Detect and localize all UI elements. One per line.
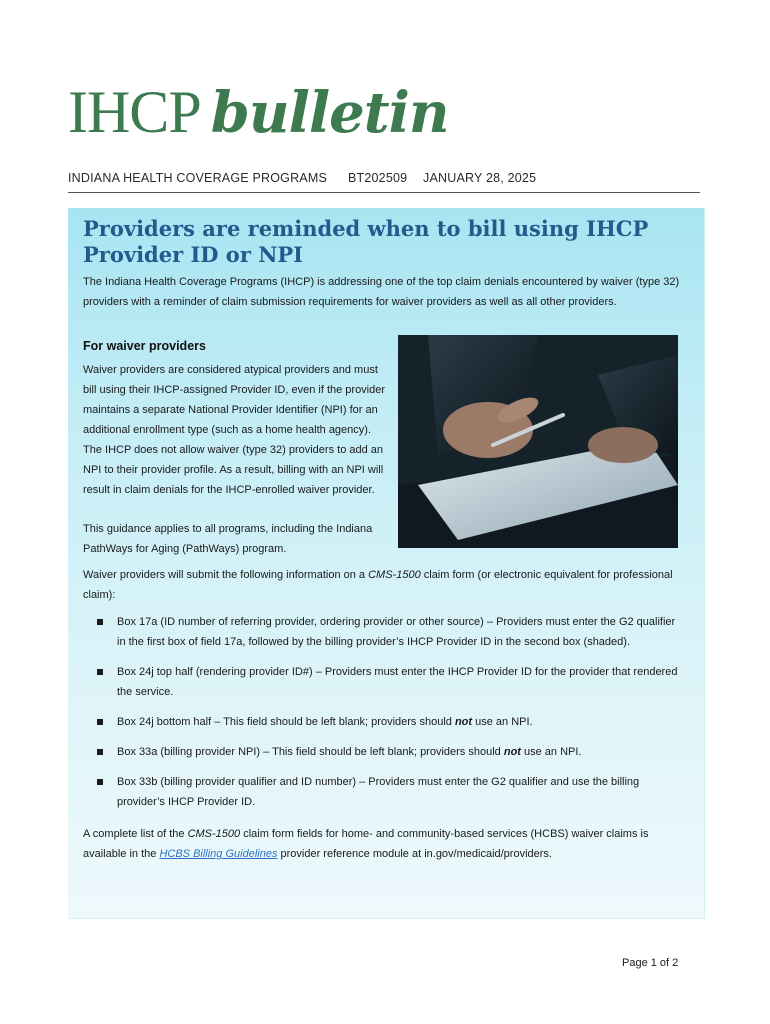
intro-paragraph: The Indiana Health Coverage Programs (IHCP) is addressing one of the top claim denials encountered by waiver (type 32) providers with a reminder of claim submission requirements for waiver providers as well as all other providers. (83, 276, 680, 308)
list-item (83, 612, 683, 652)
submission-intro (83, 565, 683, 605)
submission-intro-text-end: claim form (or electronic equivalent for professional claim): (83, 569, 673, 601)
list-item-text: Box 17a (ID number of referring provider, ordering provider or other source) – Providers must enter the G2 qualifier in the first box of field 17a, followed by the billing provider’s IHCP Provider ID in the second box (shaded). (117, 616, 676, 648)
emphasis-not: not (454, 716, 473, 728)
photo-illustration (398, 335, 678, 548)
form-name: CMS-1500 (368, 569, 421, 581)
meta-organization: INDIANA HEALTH COVERAGE PROGRAMS (68, 171, 327, 185)
page-number: Page 1 of 2 (622, 957, 679, 969)
photo-hands-signing-document (398, 335, 678, 548)
article-headline: Providers are reminded when to bill using IHCP Provider ID or NPI (83, 216, 649, 267)
hcbs-billing-guidelines-link[interactable]: HCBS Billing Guidelines (159, 848, 278, 860)
bullet-square-icon (97, 749, 103, 755)
form-name: CMS-1500 (187, 828, 241, 840)
list-item-text-end: use an NPI. (520, 746, 582, 758)
emphasis-not: not (503, 746, 521, 758)
submission-intro-text: Waiver providers will submit the following information on a (83, 569, 369, 581)
waiver-paragraph: Waiver providers are considered atypical providers and must bill using their IHCP-assigned Provider ID, even if the provider maintains a separate National Provider Identifier (NPI) for an additional enrollment type (such as a home health agency). The IHCP does not allow waiver (type 32) providers to add an NPI to their provider profile. As a result, billing with an NPI will result in claim denials for the IHCP-enrolled waiver provider. (83, 364, 386, 496)
masthead-logo (68, 78, 449, 147)
list-item (83, 742, 683, 762)
meta-date: JANUARY 28, 2025 (423, 171, 537, 185)
list-item-text: Box 33b (billing provider qualifier and ID number) – Providers must enter the G2 qualifier and use the billing provider’s IHCP Provider ID. (117, 776, 640, 808)
list-item (83, 712, 683, 732)
waiver-heading: For waiver providers (83, 339, 206, 353)
closing-text-mid: claim form fields for home- and community-based services (HCBS) waiver claims is available in the (83, 828, 649, 860)
bullet-square-icon (97, 669, 103, 675)
bullet-square-icon (97, 719, 103, 725)
guidance-paragraph: This guidance applies to all programs, including the Indiana PathWays for Aging (PathWays) program. (83, 523, 373, 555)
list-item-text: Box 24j top half (rendering provider ID#) – Providers must enter the IHCP Provider ID for the provider that rendered the service. (117, 666, 678, 698)
closing-paragraph (83, 824, 683, 864)
bulletin-meta (68, 171, 536, 185)
bullet-square-icon (97, 779, 103, 785)
list-item (83, 662, 683, 702)
closing-text-end: provider reference module at in.gov/medicaid/providers. (277, 848, 552, 860)
meta-bulletin-code: BT202509 (348, 171, 408, 185)
claim-field-list (83, 612, 683, 822)
list-item-text: Box 33a (billing provider NPI) – This field should be left blank; providers should (117, 746, 504, 758)
header-divider (68, 192, 700, 193)
masthead-bulletin: bulletin (210, 80, 449, 146)
article-panel (68, 208, 705, 919)
bullet-square-icon (97, 619, 103, 625)
list-item-text-end: use an NPI. (472, 716, 533, 728)
masthead-ihcp: IHCP (68, 79, 201, 145)
closing-text: A complete list of the (83, 828, 188, 840)
list-item-text: Box 24j bottom half – This field should be left blank; providers should (117, 716, 455, 728)
list-item (83, 772, 683, 812)
